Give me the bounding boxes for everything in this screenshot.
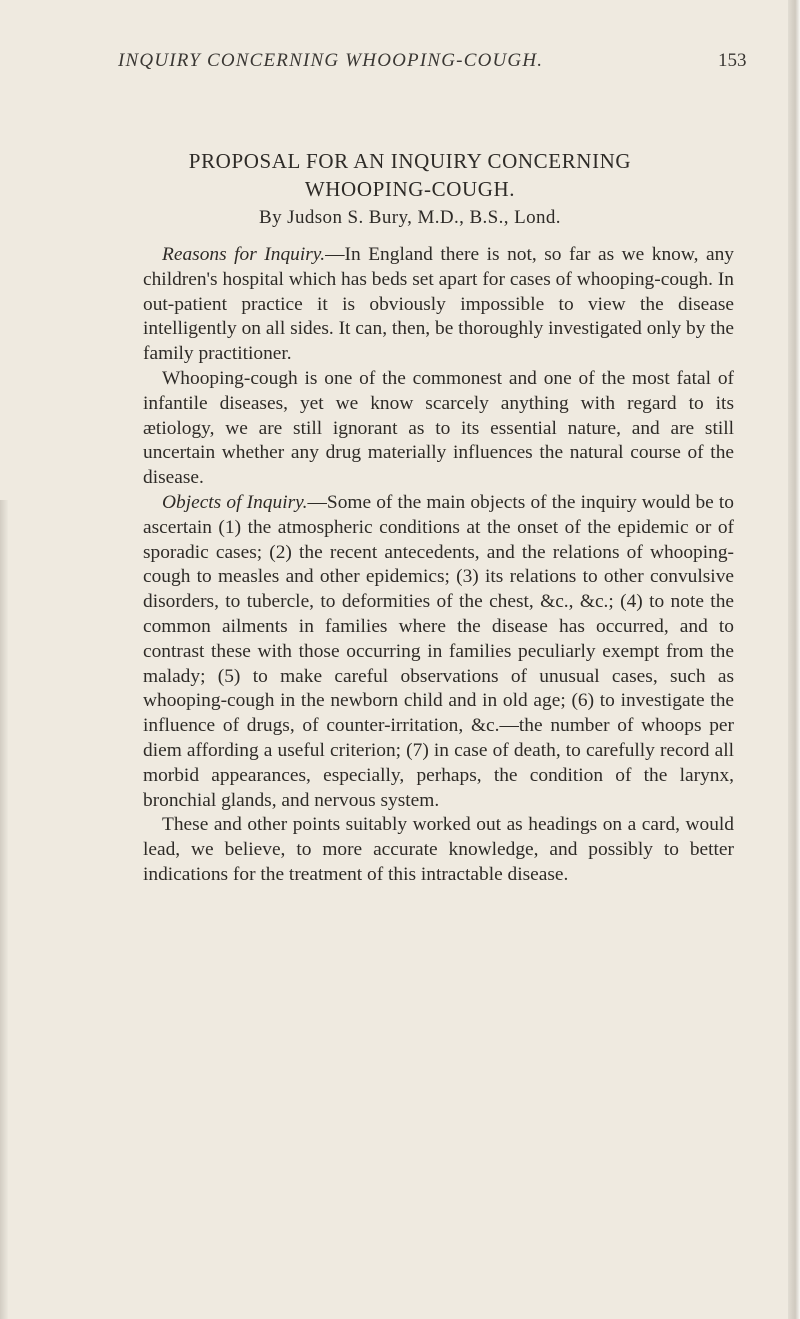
paragraph <box>143 491 734 813</box>
article-title-line-1: PROPOSAL FOR AN INQUIRY CONCERNING <box>188 149 632 173</box>
paragraph-heading: Objects of Inquiry. <box>162 491 308 513</box>
page-number: 153 <box>718 50 747 71</box>
running-head: INQUIRY CONCERNING WHOOPING-COUGH. <box>118 50 544 71</box>
paragraph <box>143 813 734 887</box>
article-title-line-2: WHOOPING-COUGH. <box>304 177 516 201</box>
paragraph <box>143 367 734 491</box>
paragraph-text: —In England there is not, so far as we know, any children's hospital which has beds set apart for cases of whooping-cough. In out-patient practice it is obviously impossible to view the disease intelligently on all sides. It can, then, be thoroughly investigated only by the family practitioner. <box>143 244 734 365</box>
paragraph-text: Whooping-cough is one of the commonest and one of the most fatal of infantile diseases, yet we know scarcely anything with regard to its ætiology, we are still ignorant as to its essential nature, and are still uncertain whether any drug materially influences the natural course of the disease. <box>143 367 734 489</box>
paragraph-text: —Some of the main objects of the inquiry would be to ascertain (1) the atmospheric conditions at the onset of the epidemic or of sporadic cases; (2) the recent antecedents, and the relations of whooping-cough to measles and other epidemics; (3) its relations to other convulsive disorders, to tubercle, to deformities of the chest, &c., &c.; (4) to note the common ailments in families where the disease has occurred, and to contrast these with those occurring in families peculiarly exempt from the malady; (5) to make careful observations of unusual cases, such as whooping-cough in the newborn child and in old age; (6) to investigate the influence of drugs, of counter-irritation, &c.—the number of whoops per diem affording a useful criterion; (7) in case of death, to carefully record all morbid appearances, especially, perhaps, the condition of the larynx, bronchial glands, and nervous system. <box>143 491 734 811</box>
paragraph <box>143 243 734 367</box>
paragraph-heading: Reasons for Inquiry. <box>162 244 326 265</box>
article-body <box>143 243 734 888</box>
page-edge-shadow <box>788 0 800 1319</box>
article-title <box>60 147 760 203</box>
author-byline: By Judson S. Bury, M.D., B.S., Lond. <box>259 207 561 228</box>
page-gutter-shadow <box>0 500 8 1319</box>
paragraph-text: These and other points suitably worked out as headings on a card, would lead, we believe, to more accurate knowledge, and possibly to better indications for the treatment of this intractable disease. <box>143 814 734 885</box>
